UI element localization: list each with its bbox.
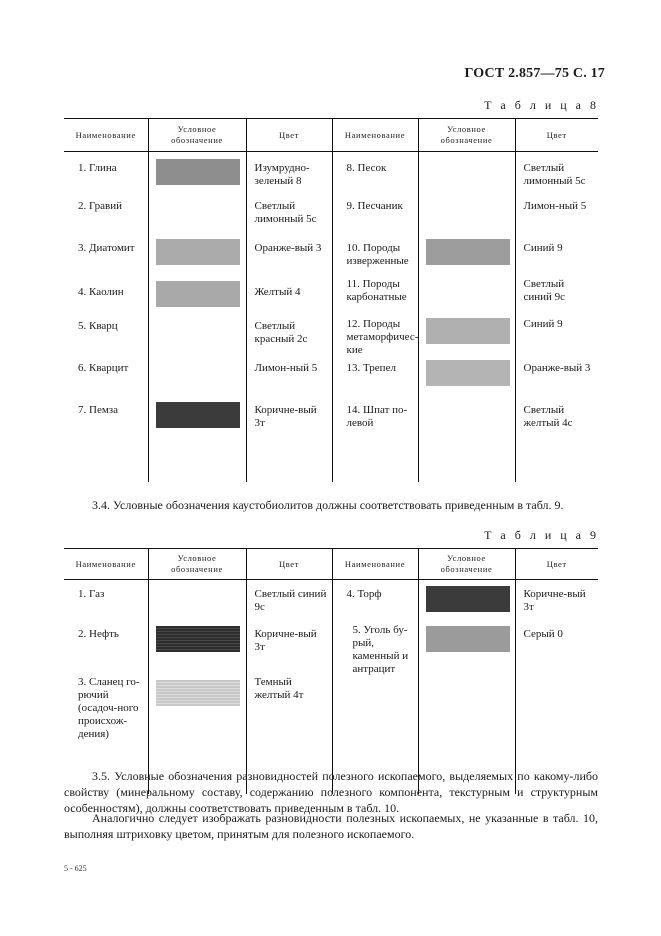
table-row [64,318,598,360]
color-text: Синий 9 [523,241,563,254]
name-text: 12. Породы метаморфичес-кие [346,317,419,356]
cell-name [332,152,418,192]
cell-color [246,234,332,276]
table-row [64,580,598,620]
symbol-swatch [426,318,510,344]
cell-color [515,580,598,620]
cell-name [64,360,148,402]
color-text: Желтый 4 [254,285,301,298]
color-text: Лимон-ный 5 [254,361,318,374]
cell-name [332,318,418,360]
name-text: 4. Торф [346,588,382,600]
cell-color [246,318,332,360]
table-9-caption: Т а б л и ц а 9 [484,528,599,542]
table-8 [64,118,598,482]
header-name: Наименование [64,549,148,580]
header-symbol: Условное обозначение [148,549,246,580]
color-text: Коричне-вый 3т [254,627,317,653]
header-color: Цвет [246,549,332,580]
cell-symbol [148,152,246,192]
cell-name [64,276,148,318]
header-symbol: Условное обозначение [148,119,246,152]
cell-color [246,276,332,318]
cell-color [515,234,598,276]
cell-color [246,580,332,620]
header-symbol: Условное обозначение [418,119,515,152]
table-row [64,152,598,192]
cell-symbol [418,620,515,676]
name-text: 7. Пемза [78,403,119,416]
header-color: Цвет [515,119,598,152]
name-text: 8. Песок [346,162,387,174]
name-text: 5. Кварц [78,319,118,332]
cell-symbol [148,620,246,676]
table-row [64,192,598,234]
page-header: ГОСТ 2.857—75 С. 17 [464,66,605,81]
color-text: Светлый желтый 4с [523,403,573,429]
cell-color [515,318,598,360]
color-text: Светлый синий 9с [523,277,566,303]
cell-name [332,234,418,276]
color-text: Оранже-вый 3 [254,241,322,254]
cell-name [64,318,148,360]
cell-name [64,234,148,276]
cell-color [515,360,598,402]
cell-symbol [148,276,246,318]
cell-color [246,360,332,402]
symbol-swatch [156,626,240,652]
cell-name [64,620,148,676]
header-color: Цвет [515,549,598,580]
name-text: 6. Кварцит [78,361,129,374]
table-row [64,402,598,482]
cell-symbol [418,276,515,318]
cell-color [246,402,332,482]
cell-symbol [148,192,246,234]
name-text: 10. Породы изверженные [346,241,409,267]
cell-name [332,192,418,234]
cell-color [515,620,598,676]
cell-color [515,152,598,192]
table-8-caption: Т а б л и ц а 8 [484,98,599,112]
cell-symbol [418,192,515,234]
symbol-swatch [426,586,510,612]
symbol-swatch [426,239,510,265]
cell-symbol [148,318,246,360]
cell-symbol [418,402,515,482]
table-8-header-row [64,119,598,152]
table-row [64,234,598,276]
cell-symbol [418,152,515,192]
footer-code: 5 - 625 [64,864,87,873]
cell-symbol [418,234,515,276]
table-row [64,360,598,402]
name-text: 3. Диатомит [78,241,135,254]
cell-symbol [148,580,246,620]
cell-name [64,152,148,192]
color-text: Коричне-вый 3т [254,403,317,429]
cell-symbol [418,580,515,620]
color-text: Светлый лимонный 5с [523,162,586,187]
color-text: Серый 0 [523,627,563,640]
cell-symbol [148,234,246,276]
cell-color [515,192,598,234]
cell-color [515,276,598,318]
paragraph-3-4: 3.4. Условные обозначения каустобиолитов должны соответствовать приведенным в табл. 9. [92,498,564,512]
name-text: 11. Породы карбонатные [346,277,407,303]
table-9 [64,548,598,794]
color-text: Светлый синий 9с [254,588,327,613]
symbol-swatch [426,626,510,652]
cell-name [332,402,418,482]
cell-color [246,620,332,676]
color-text: Оранже-вый 3 [523,361,591,374]
table-row [64,620,598,676]
cell-name [332,620,418,676]
cell-name [64,402,148,482]
cell-name [332,276,418,318]
cell-symbol [418,360,515,402]
name-text: 3. Сланец го-рючий (осадоч-ного происхож-дения) [78,675,140,740]
cell-symbol [148,360,246,402]
symbol-swatch [156,281,240,307]
name-text: 4. Каолин [78,285,124,298]
cell-name [332,580,418,620]
header-name: Наименование [332,549,418,580]
symbol-swatch [156,159,240,185]
cell-symbol [148,402,246,482]
color-text: Коричне-вый 3т [523,588,586,613]
cell-name [332,360,418,402]
name-text: 1. Глина [78,162,117,174]
paragraph-3-5: 3.5. Условные обозначения разновидностей полезного ископаемого, выделяемых по какому-либо свойству (минеральному составу, содержанию полезного компонента, текстурным и структурным особенностям), должны соответствовать приведенным в табл. 10. [64,769,598,815]
name-text: 13. Трепел [346,361,396,374]
symbol-swatch [156,680,240,706]
table-row [64,276,598,318]
symbol-swatch [156,402,240,428]
header-symbol: Условное обозначение [418,549,515,580]
color-text: Синий 9 [523,317,563,330]
name-text: 5. Уголь бу-рый, каменный и антрацит [352,623,409,675]
name-text: 2. Гравий [78,199,123,212]
cell-color [515,402,598,482]
header-color: Цвет [246,119,332,152]
paragraph-3-5-continued: Аналогично следует изображать разновидности полезных ископаемых, не указанные в табл. 10, выполняя штриховку цветом, принятым для полезного ископаемого. [64,811,598,841]
cell-color [246,192,332,234]
header-name: Наименование [332,119,418,152]
cell-symbol [418,318,515,360]
name-text: 9. Песчаник [346,199,403,212]
cell-color [246,152,332,192]
color-text: Темный желтый 4т [254,675,304,701]
color-text: Лимон-ный 5 [523,199,587,212]
table-9-header-row [64,549,598,580]
header-name: Наименование [64,119,148,152]
name-text: 14. Шпат по-левой [346,403,408,429]
color-text: Светлый лимонный 5с [254,199,317,225]
name-text: 1. Газ [78,588,105,600]
name-text: 2. Нефть [78,627,119,640]
symbol-swatch [426,360,510,386]
cell-name [64,192,148,234]
symbol-swatch [156,239,240,265]
color-text: Светлый красный 2с [254,319,308,345]
color-text: Изумрудно-зеленый 8 [254,162,310,187]
cell-name [64,580,148,620]
